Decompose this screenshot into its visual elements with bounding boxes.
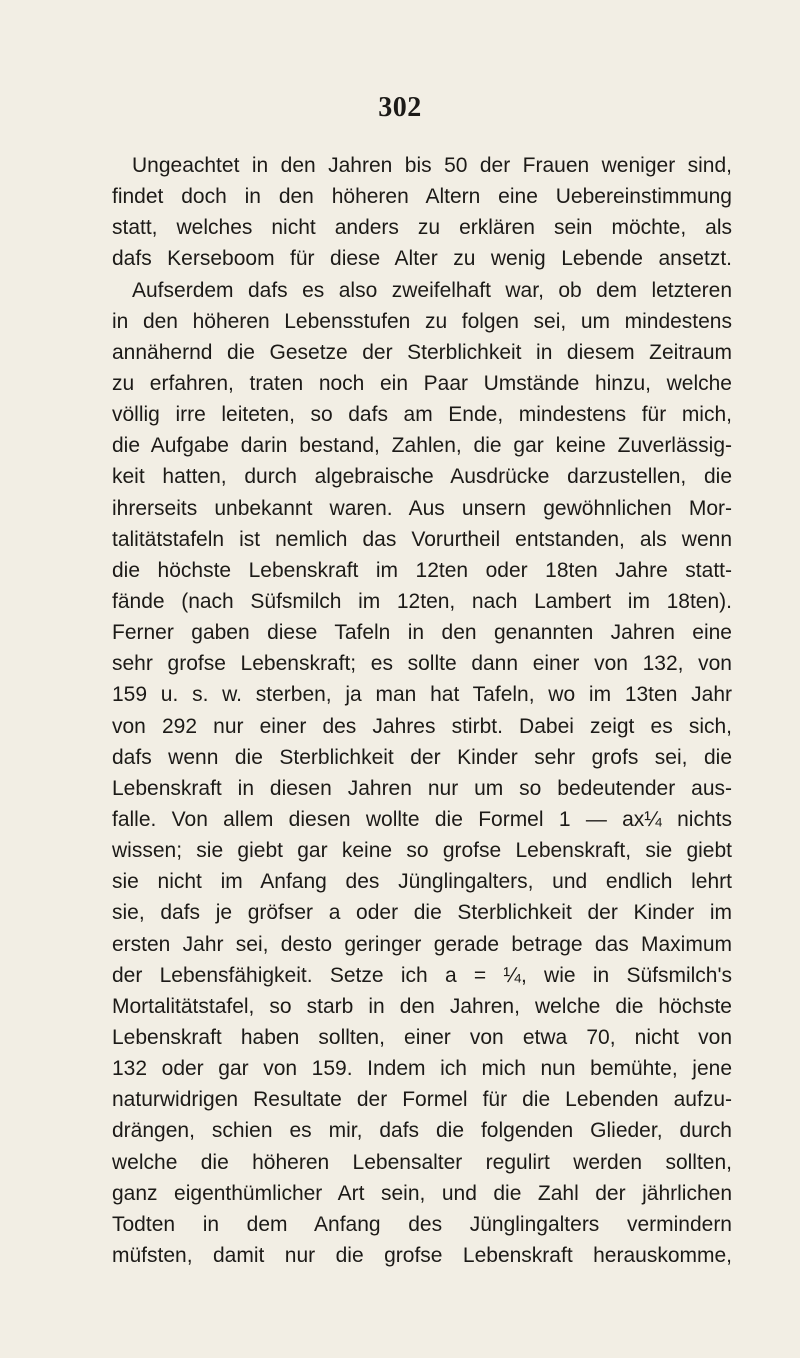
text-line: statt, welches nicht anders zu erklären sein möchte, als [112, 216, 732, 240]
text-line: sie nicht im Anfang des Jünglingalters, und endlich lehrt [112, 870, 732, 894]
text-line: die Aufgabe darin bestand, Zahlen, die gar keine Zuverlässig- [112, 434, 732, 458]
text-line: drängen, schien es mir, dafs die folgenden Glieder, durch [112, 1119, 732, 1143]
body-text [112, 150, 732, 1271]
text-line: wissen; sie giebt gar keine so grofse Lebenskraft, sie giebt [112, 839, 732, 863]
text-line: falle. Von allem diesen wollte die Formel 1 — ax¼ nichts [112, 807, 732, 831]
text-line: der Lebensfähigkeit. Setze ich a = ¼, wie in Süfsmilch's [112, 963, 732, 987]
text-line: Todten in dem Anfang des Jünglingalters vermindern [112, 1212, 732, 1236]
text-line: zu erfahren, traten noch ein Paar Umstände hinzu, welche [112, 371, 732, 395]
text-line: von 292 nur einer des Jahres stirbt. Dabei zeigt es sich, [112, 714, 732, 738]
text-line: sie, dafs je gröfser a oder die Sterblichkeit der Kinder im [112, 901, 732, 925]
text-line: naturwidrigen Resultate der Formel für die Lebenden aufzu- [112, 1088, 732, 1112]
text-line: talitätstafeln ist nemlich das Vorurtheil entstanden, als wenn [112, 527, 732, 551]
text-line: völlig irre leiteten, so dafs am Ende, mindestens für mich, [112, 403, 732, 427]
text-line: keit hatten, durch algebraische Ausdrücke darzustellen, die [112, 465, 732, 489]
text-line: 132 oder gar von 159. Indem ich mich nun bemühte, jene [112, 1057, 732, 1081]
text-line: annähernd die Gesetze der Sterblichkeit in diesem Zeitraum [112, 340, 732, 364]
text-line: Lebenskraft haben sollten, einer von etwa 70, nicht von [112, 1025, 732, 1049]
text-line: in den höheren Lebensstufen zu folgen sei, um mindestens [112, 309, 732, 333]
page-number: 302 [378, 92, 422, 123]
text-line: fände (nach Süfsmilch im 12ten, nach Lambert im 18ten). [112, 589, 732, 613]
text-line: dafs wenn die Sterblichkeit der Kinder sehr grofs sei, die [112, 745, 732, 769]
text-line: Lebenskraft in diesen Jahren nur um so bedeutender aus- [112, 776, 732, 800]
text-line: findet doch in den höheren Altern eine Uebereinstimmung [112, 185, 732, 209]
text-line: 159 u. s. w. sterben, ja man hat Tafeln, wo im 13ten Jahr [112, 683, 732, 707]
text-line: dafs Kerseboom für diese Alter zu wenig Lebende ansetzt. [112, 247, 732, 271]
text-line: Aufserdem dafs es also zweifelhaft war, ob dem letzteren [132, 278, 732, 302]
text-line: die höchste Lebenskraft im 12ten oder 18ten Jahre statt- [112, 558, 732, 582]
text-line: welche die höheren Lebensalter regulirt werden sollten, [112, 1150, 732, 1174]
text-line: sehr grofse Lebenskraft; es sollte dann einer von 132, von [112, 652, 732, 676]
text-line: Ungeachtet in den Jahren bis 50 der Frauen weniger sind, [132, 154, 732, 177]
text-line: müfsten, damit nur die grofse Lebenskraft herauskomme, [112, 1243, 732, 1267]
text-line: ersten Jahr sei, desto geringer gerade betrage das Maximum [112, 932, 732, 956]
text-line: ihrerseits unbekannt waren. Aus unsern gewöhnlichen Mor- [112, 496, 732, 520]
text-line: Mortalitätstafel, so starb in den Jahren, welche die höchste [112, 994, 732, 1018]
text-line: ganz eigenthümlicher Art sein, und die Zahl der jährlichen [112, 1181, 732, 1205]
text-line: Ferner gaben diese Tafeln in den genannten Jahren eine [112, 621, 732, 645]
